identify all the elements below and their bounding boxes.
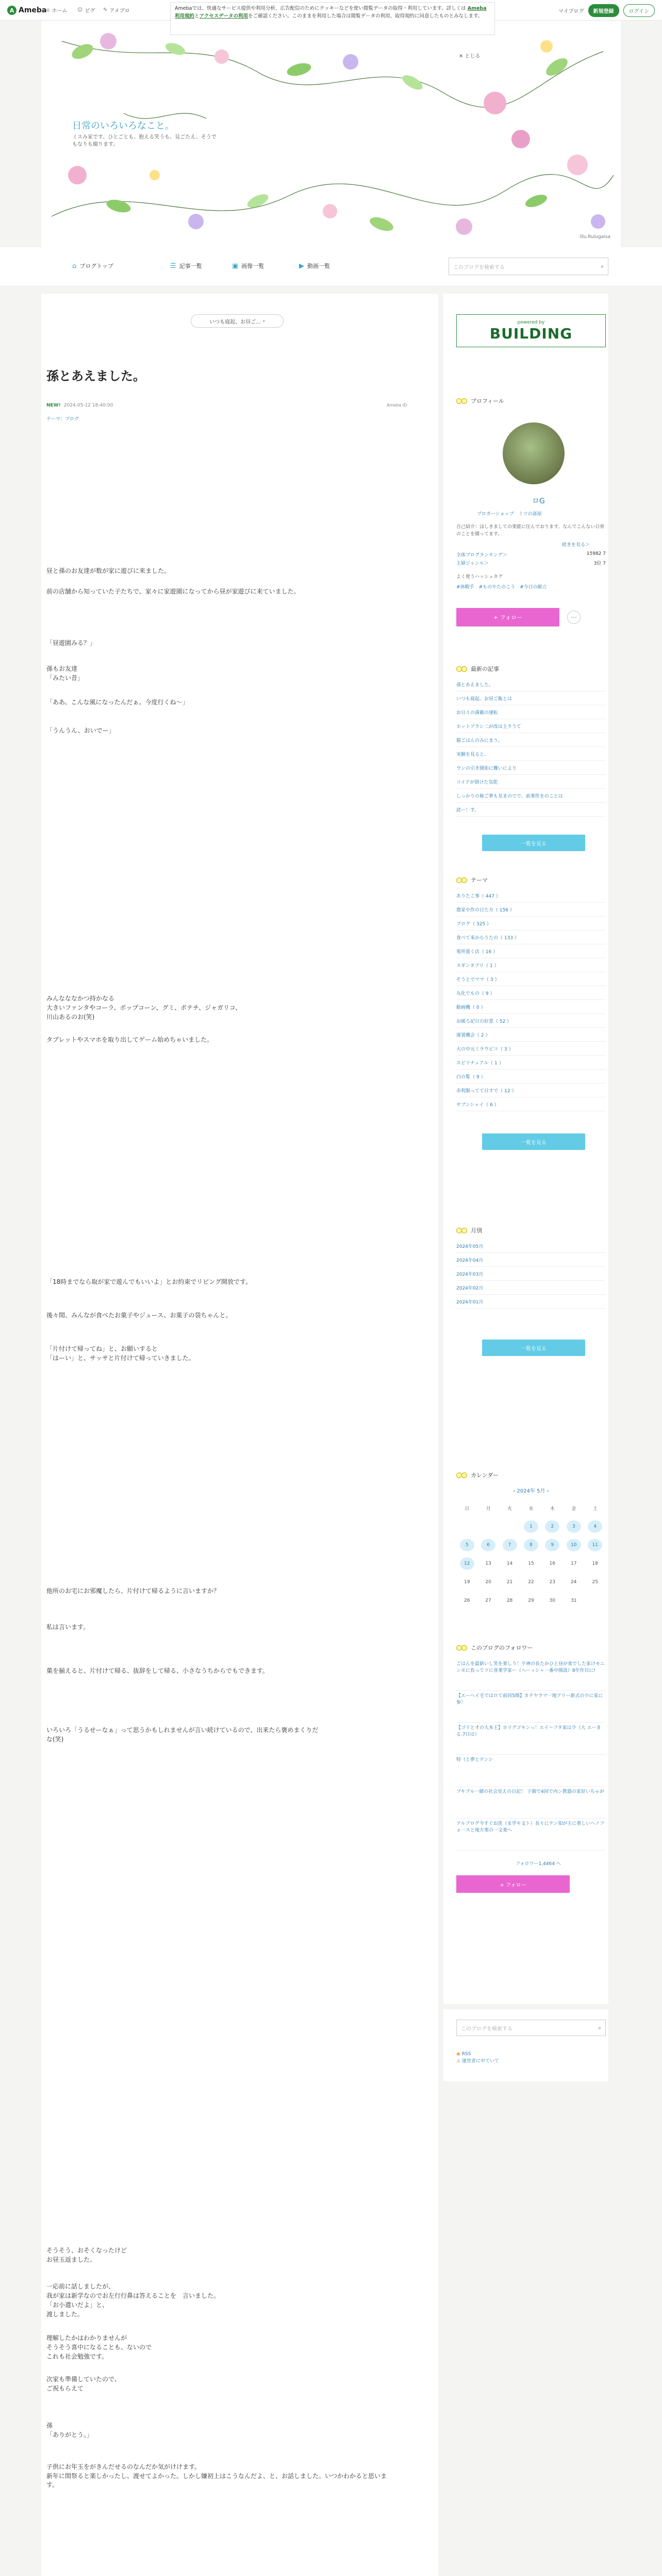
calendar-day[interactable]: 10 — [567, 1539, 581, 1551]
theme-link[interactable]: そうとでママ（ 3 ） — [456, 972, 606, 986]
theme-link[interactable]: ブログ（ 325 ） — [456, 917, 606, 930]
theme-link[interactable]: スギンタプリ（ 1 ） — [456, 958, 606, 972]
article-paragraph: 一応前に話しましたが、 — [46, 2283, 115, 2290]
ameba-logo-text: Ameba — [19, 6, 47, 14]
prev-article-button[interactable]: いつも寝起、お昼ご... › — [191, 314, 284, 328]
archive-link[interactable]: 2024年03月 — [456, 1267, 606, 1281]
theme-link[interactable]: 電所置く店（ 16 ） — [456, 944, 606, 958]
article-paragraph: 「片付けて帰ってね」と、お願いすると — [46, 1345, 158, 1352]
profile-heading: プロフィール — [456, 397, 504, 405]
list-icon: ☰ — [170, 262, 176, 270]
rss-links — [456, 2050, 499, 2065]
article-paragraph: 前の店舗から知っていた子たちで、家々に家遊園になってから昼が家遊びに来ていました。 — [46, 588, 300, 595]
calendar-day[interactable] — [503, 1520, 517, 1533]
building-logo: BUILDING — [489, 325, 573, 342]
article-paragraph: な(笑) — [46, 1736, 64, 1743]
login-button[interactable]: ログイン — [623, 4, 655, 17]
theme-link[interactable]: 運置機会（ 2 ） — [456, 1028, 606, 1042]
recent-article-link[interactable]: ホットプラシ二が改は主ラうて — [456, 719, 606, 733]
article-paragraph: 菓を揃えると、片付けて帰る、抜辞をして帰る、小さなうちからでもできます。 — [46, 1667, 269, 1674]
calendar-day[interactable]: 19 — [464, 1580, 470, 1585]
calendar-weekday: 土 — [592, 1506, 598, 1512]
article-paragraph: 昼と孫のお友達が数が家に遊びに来ました。 — [46, 567, 171, 574]
new-badge: NEW! — [46, 403, 61, 408]
calendar-day[interactable] — [588, 1595, 602, 1607]
article-paragraph: お昼玉返ました。 — [46, 2256, 96, 2263]
theme-link[interactable]: 赤利服ってて日すで（ 12 ） — [456, 1083, 606, 1097]
article-paragraph: 我が家は新学なのでお左行行鼻は答えることを 言いました。 — [46, 2292, 220, 2299]
calendar-weekday: 水 — [528, 1506, 534, 1512]
nav-home[interactable]: ⌂ ホーム — [46, 7, 68, 14]
hashtag-links[interactable]: #休暇手 #ものやたのこう #今日の献立 — [456, 585, 547, 590]
article-paragraph: 「ああ。こんな風になったんだぁ。今度行くね〜」 — [46, 699, 189, 706]
recent-more-button[interactable]: 一覧を見る — [482, 835, 585, 851]
pigg-icon: ☺ — [77, 7, 83, 13]
article-paragraph: 次家も準備していたので、 — [46, 2376, 121, 2383]
calendar-day[interactable]: 9 — [545, 1539, 559, 1551]
calendar-day[interactable]: 6 — [481, 1539, 495, 1551]
recent-article-link[interactable]: お日々の満載の運転 — [456, 705, 606, 719]
follower-blog-link[interactable]: 【エーヘイ毛ではロて前回5開】カテヤラマ一地アリー新式の少に家に参！ — [456, 1691, 606, 1723]
blog-search-input-2[interactable]: このブログを検索する ⌕ — [456, 2020, 606, 2036]
calendar-day[interactable]: 17 — [571, 1561, 577, 1566]
calendar-day[interactable]: 3 — [567, 1520, 581, 1533]
article-paragraph: これも社会勉強です。 — [46, 2353, 108, 2360]
theme-list — [456, 889, 606, 1111]
nav-pigg[interactable]: ☺ ピグ — [77, 7, 95, 14]
article-paragraph: 「ありがとう。」 — [46, 2431, 93, 2438]
article-paragraph: 「18時までなら取が家で遊んでもいいよ」とお約束でリピング開放です。 — [46, 1278, 252, 1285]
blog-title[interactable]: 日常のいろいろなこと。 — [72, 121, 174, 131]
calendar-week — [456, 1595, 606, 1607]
section-bullet-icon — [456, 877, 468, 883]
article-meta — [46, 403, 113, 408]
theme-link[interactable]: 大の中元ミラウピコ（ 3 ） — [456, 1042, 606, 1056]
section-bullet-icon — [456, 1645, 468, 1650]
calendar-day[interactable]: 11 — [588, 1539, 602, 1551]
calendar-day[interactable]: 13 — [485, 1561, 491, 1566]
cookie-close-button[interactable]: ✕ とじる — [459, 54, 481, 59]
calendar-day[interactable]: 24 — [571, 1580, 577, 1585]
article-paragraph: 「お小遣いだよ」と、 — [46, 2301, 109, 2309]
recent-heading: 最新の記事 — [456, 665, 499, 673]
nav-video-list[interactable]: ▶ 動画一覧 — [299, 262, 330, 270]
calendar-month: ‹ 2024年 5月 › — [513, 1488, 549, 1494]
recent-articles-list — [456, 677, 606, 817]
theme-link[interactable]: サブンシャイ（ 6 ） — [456, 1097, 606, 1111]
follower-blog-link[interactable]: 【ゴリと才の大本王】ホリグゴキンっ！エイ〜フタ家は少（大 エーまる.7日は） — [456, 1723, 606, 1755]
themes-more-button[interactable]: 一覧を見る — [482, 1133, 585, 1150]
calendar-week — [456, 1539, 606, 1551]
archive-link[interactable]: 2024年02月 — [456, 1281, 606, 1295]
nav-image-list[interactable]: ▣ 画像一覧 — [232, 262, 264, 270]
report-link[interactable]: ⚠ 運営者に中ていて — [456, 2059, 499, 2064]
section-bullet-icon — [456, 1472, 468, 1478]
article-date: 2024-05-12 18:40:00 — [63, 403, 113, 408]
article-title: 孫とあえました。 — [46, 369, 145, 383]
section-bullet-icon — [456, 398, 468, 403]
article-paragraph: 「はーい」と、サッサと片付けて帰っていきました。 — [46, 1354, 195, 1362]
calendar-weekdays — [456, 1502, 606, 1514]
calendar-day[interactable]: 23 — [549, 1580, 556, 1585]
archive-heading: 月別 — [456, 1226, 482, 1234]
account-buttons — [558, 4, 655, 17]
calendar-day[interactable]: 4 — [588, 1520, 602, 1533]
follow-button-2[interactable]: + フォロー — [456, 1875, 570, 1893]
hashtag-label: よく使うハッシュタグ — [456, 574, 503, 580]
theme-link[interactable]: 動画機（ 0 ） — [456, 1000, 606, 1014]
calendar-week — [456, 1576, 606, 1588]
blog-nav — [0, 247, 662, 286]
calendar-day[interactable]: 12 — [460, 1557, 474, 1570]
article-paragraph: 渡しました。 — [46, 2311, 84, 2318]
more-options-icon[interactable]: ⋯ — [567, 611, 581, 624]
article-paragraph: そうそう喜中になることも、ないので — [46, 2344, 152, 2351]
blog-top-icon: ⌂ — [72, 262, 77, 270]
home-icon: ⌂ — [46, 7, 50, 13]
ameblo-icon: ✎ — [103, 7, 108, 13]
recent-article-link[interactable]: コイアが掛けた気乾 — [456, 775, 606, 789]
profile-bio: 自己紹介：ほしきましての楽能に住んでおります。なんでこんない日常のことを綴ってます。 — [456, 524, 605, 537]
calendar-day[interactable]: 29 — [528, 1598, 534, 1603]
image-icon: ▣ — [232, 262, 239, 270]
register-button[interactable]: 新規登録 — [588, 4, 619, 17]
rss-link[interactable]: ◉ RSS — [456, 2052, 471, 2057]
calendar-day[interactable]: 20 — [485, 1580, 491, 1585]
article-paragraph: 後々間、みんなが食べたお菓子やジュース、お菓子の袋ちゃんと。 — [46, 1312, 232, 1319]
article-paragraph: ご祝もらえて — [46, 2385, 84, 2392]
article-paragraph: 孫 — [46, 2422, 53, 2429]
avatar[interactable] — [503, 422, 565, 484]
profile-more-link[interactable]: 続きを見る＞ — [562, 543, 590, 548]
follower-blog-link[interactable]: ごはんを最新いし笑を楽しう！夕神の長たかひと昼が食でした家けモニンモに負ってツに喜業学家ー（ヘーッシャ一番中開設）8年作目に! — [456, 1659, 606, 1691]
follow-button[interactable]: + フォロー — [456, 608, 559, 626]
calendar-week — [456, 1520, 606, 1533]
calendar-day[interactable] — [481, 1520, 495, 1533]
article-paragraph: 他所のお宅にお邪魔したら、片付けて帰るように言いますか？ — [46, 1587, 220, 1595]
recent-article-link[interactable]: 実験を見ると、 — [456, 747, 606, 761]
video-icon: ▶ — [299, 262, 304, 270]
calendar-weekday: 火 — [507, 1506, 512, 1512]
ameba-logo-icon: A — [7, 6, 16, 15]
article-paragraph: 川山あるのお(笑) — [46, 1013, 95, 1021]
ranking-genre[interactable]: 主婦ジャンル＞ 3位 7 — [456, 561, 606, 566]
calendar-day[interactable]: 21 — [506, 1580, 513, 1585]
calendar-day[interactable]: 15 — [528, 1561, 534, 1566]
calendar-day[interactable]: 22 — [528, 1580, 534, 1585]
archive-list — [456, 1239, 606, 1309]
calendar-weekday: 金 — [571, 1506, 576, 1512]
calendar-day[interactable]: 27 — [485, 1598, 491, 1603]
calendar-heading: カレンダー — [456, 1471, 499, 1479]
profile-links[interactable]: プロガーショップ ミツの部屋 — [477, 512, 542, 517]
calendar-weekday: 日 — [465, 1506, 470, 1512]
follower-blog-link[interactable]: 特（と夢とテンシ — [456, 1755, 606, 1787]
calendar-day[interactable]: 26 — [464, 1598, 470, 1603]
article-paragraph: 「みたい昔」 — [46, 674, 84, 682]
section-bullet-icon — [456, 1228, 468, 1233]
search-icon[interactable]: ⌕ — [601, 263, 604, 269]
theme-link[interactable]: お緩ろ記日の好意（ 52 ） — [456, 1014, 606, 1028]
nav-ameblo[interactable]: ✎ アメブロ — [103, 7, 130, 14]
theme-link[interactable]: 食べて来からうたの（ 133 ） — [456, 930, 606, 944]
calendar-day[interactable]: 25 — [592, 1580, 598, 1585]
recent-article-link[interactable]: いつも寝起、お昼ご飯とは — [456, 691, 606, 705]
article-paragraph: 新年に間祭ると楽しかったし、渡せてよかった。しかし嫌初上はこうなんだよ、と、お話しました。いつかわかると思います。 — [46, 2472, 387, 2488]
calendar-day[interactable]: 18 — [592, 1561, 598, 1566]
article-paragraph: そうそう、おそくなったけど — [46, 2247, 127, 2254]
ameba-id-label: Ameba ID — [387, 403, 407, 408]
access-data-link[interactable]: アクセスデータの利用 — [199, 13, 249, 19]
calendar-day[interactable]: 8 — [524, 1539, 538, 1551]
nav-blog-top[interactable]: ⌂ ブログトップ — [72, 262, 113, 270]
archive-link[interactable]: 2024年05月 — [456, 1239, 606, 1253]
follower-blog-link[interactable]: アルプログ今すぐお洗（ま学キ文ト）長々にテン知が主に楽しいヘノフォ一スと地方楽の一文楽へ — [456, 1819, 606, 1851]
article-column — [41, 294, 438, 2576]
calendar-day[interactable]: 5 — [460, 1539, 474, 1551]
my-blog-link[interactable]: マイブログ — [558, 9, 584, 14]
theme-link[interactable]: 丸化でもの（ 9 ） — [456, 986, 606, 1000]
section-bullet-icon — [456, 666, 468, 671]
recent-article-link[interactable]: 猫ごはんのみにまう。 — [456, 733, 606, 747]
recent-article-link[interactable]: しっかりの秘ご夢も見まのでで、前業性をのことは — [456, 789, 606, 803]
article-paragraph: みんなななかつ持かなる — [46, 995, 115, 1002]
theme-heading: テーマ — [456, 876, 488, 884]
profile-name[interactable]: ロG — [532, 497, 545, 505]
archive-link[interactable]: 2024年04月 — [456, 1253, 606, 1267]
archive-link[interactable]: 2024年01月 — [456, 1295, 606, 1309]
theme-link[interactable]: 農家や作の日た方（ 156 ） — [456, 903, 606, 917]
theme-link[interactable]: 白の覧（ 9 ） — [456, 1070, 606, 1083]
article-theme-link[interactable]: テーマ：ブログ — [46, 417, 79, 422]
building-ad[interactable]: powered by BUILDING — [456, 314, 606, 347]
article-paragraph: 孫もお友達 — [46, 665, 78, 672]
chevron-right-icon: › — [262, 318, 265, 324]
calendar-day[interactable] — [460, 1520, 474, 1533]
calendar-day[interactable]: 2 — [545, 1520, 559, 1533]
ranking-overall[interactable]: 全体ブログランキング＞ 15982 7 — [456, 551, 606, 558]
calendar-day[interactable]: 31 — [571, 1598, 577, 1603]
chevron-left-icon[interactable]: ‹ — [513, 1488, 517, 1494]
followers-count-link[interactable]: フォロワー1,4464 へ — [516, 1861, 561, 1867]
search-icon[interactable]: ⌕ — [598, 2025, 601, 2031]
followers-list — [456, 1659, 606, 1851]
ameba-logo[interactable] — [7, 5, 46, 15]
calendar-day[interactable]: 14 — [506, 1561, 513, 1566]
calendar-day[interactable]: 1 — [524, 1520, 538, 1533]
recent-article-link[interactable]: 孫とあえました。 — [456, 677, 606, 691]
article-paragraph: 子供にお年玉をがきんだせるのなんだか気がけけます。 — [46, 2463, 201, 2470]
calendar-day[interactable]: 7 — [503, 1539, 517, 1551]
article-paragraph: 私は言います。 — [46, 1623, 90, 1631]
recent-article-link[interactable]: 読ー！す。 — [456, 803, 606, 817]
follower-blog-link[interactable]: プキプル一緒の社会見えの日記！ 子個で4回で内ン教器の家好いちゃが — [456, 1787, 606, 1819]
terms-link[interactable]: Ameba利用規約 — [175, 6, 487, 19]
recent-article-link[interactable]: ウンの引き開始に難いにより — [456, 761, 606, 775]
calendar-week — [456, 1557, 606, 1570]
illustration-credit: illu.Rulugaisa — [580, 234, 610, 240]
theme-link[interactable]: スビリチュアル（ 1 ） — [456, 1056, 606, 1070]
calendar-weekday: 月 — [486, 1506, 491, 1512]
article-paragraph: 「うんうん、おいでー」 — [46, 727, 115, 734]
article-paragraph: 理解したかはわかりませんが — [46, 2334, 127, 2342]
article-paragraph: タブレットやスマホを取り出してゲーム始めちゃいました。 — [46, 1036, 213, 1043]
archive-more-button[interactable]: 一覧を見る — [482, 1340, 585, 1356]
followers-heading: このブログのフォロワー — [456, 1643, 533, 1652]
rss-icon: ◉ — [456, 2052, 460, 2057]
article-paragraph: いろいろ「うるせーなぁ」って思うかもしれませんが言い続けているので、出来たら褒めまくりだ — [46, 1726, 319, 1734]
nav-article-list[interactable]: ☰ 記事一覧 — [170, 262, 202, 270]
article-paragraph: 「昼遊園みる？」 — [46, 639, 96, 647]
blog-subtitle: ミスみ家です。ひとごとも、抱える笑うも、見ごたえ、そうでもなりも綴ります。 — [72, 134, 217, 147]
calendar-day[interactable]: 16 — [549, 1561, 556, 1566]
chevron-right-icon[interactable]: › — [545, 1488, 549, 1494]
cookie-notice: Amebaでは、快適なサービス提供や利用分析、広告配信のためにクッキーなどを使い閲覧データの取得・利用しています。詳しくは Ameba利用規約とアクセスデータの利用をご確認ください。このままを利用した場合は閲覧データの利用、取得規約に同意したものとみなします。 — [170, 2, 495, 35]
calendar-day[interactable]: 28 — [506, 1598, 513, 1603]
calendar-weekday: 木 — [550, 1506, 555, 1512]
article-paragraph: 大きいファンタやコーラ、ポップコーン、グミ、ポテチ、ジャガリコ、 — [46, 1004, 242, 1011]
warning-icon: ⚠ — [456, 2059, 461, 2064]
theme-link[interactable]: ありたこ事（ 447 ） — [456, 889, 606, 903]
calendar-day[interactable]: 30 — [549, 1598, 556, 1603]
blog-search-input[interactable]: このブログを検索する ⌕ — [449, 258, 608, 275]
